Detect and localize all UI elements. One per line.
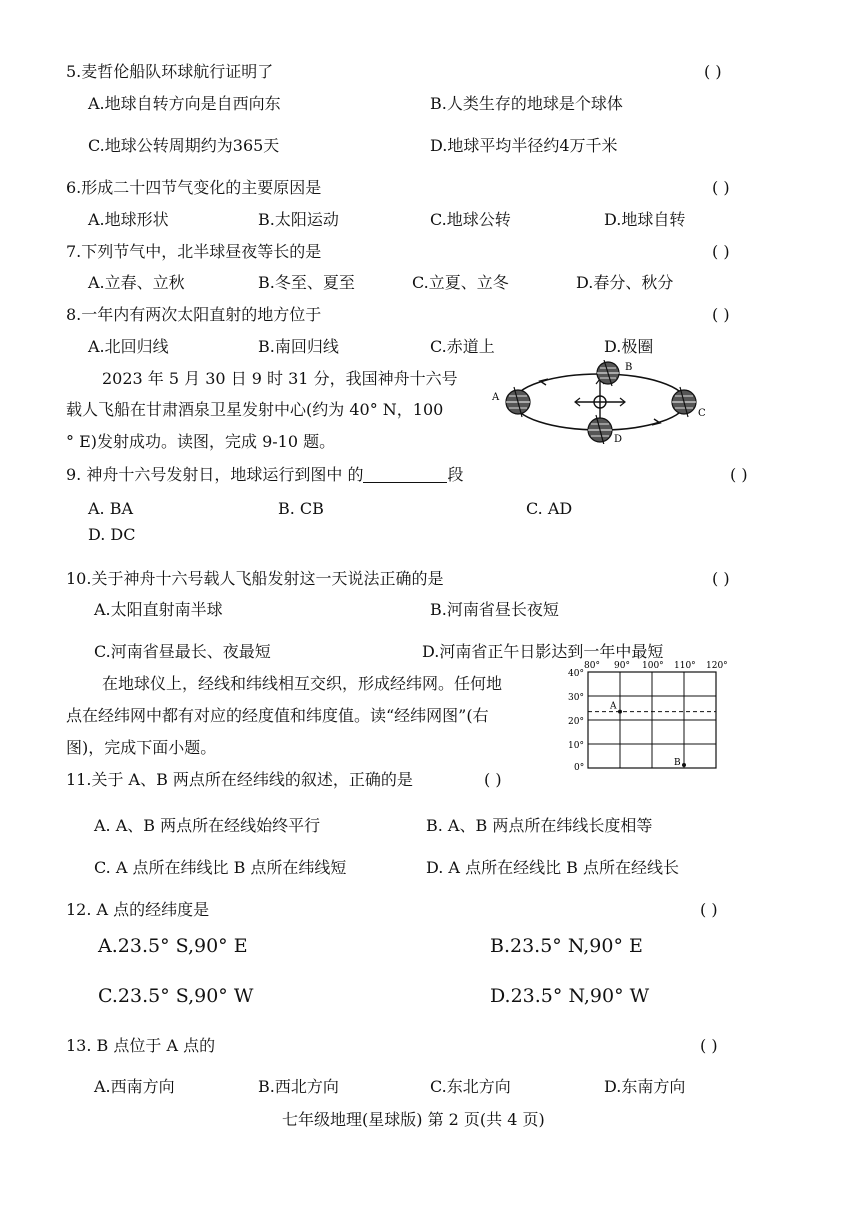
q12-stem: 12. A 点的经纬度是 (66, 900, 210, 919)
lon-label-80: 80° (584, 661, 600, 671)
q7-option-c[interactable]: C.立夏、立冬 (412, 273, 509, 292)
q13-option-d[interactable]: D.东南方向 (604, 1077, 686, 1096)
intro-910-line1: 2023 年 5 月 30 日 9 时 31 分，我国神舟十六号 (102, 369, 458, 388)
q13-stem: 13. B 点位于 A 点的 (66, 1036, 216, 1055)
intro-1113-line3: 图)，完成下面小题。 (66, 738, 217, 757)
orbit-label-a: A (492, 392, 500, 403)
intro-1113-line2: 点在经纬网中都有对应的经度值和纬度值。读“经纬网图”(右 (66, 706, 489, 725)
q9-stem (66, 465, 463, 485)
orbit-arrow-bottom (652, 419, 660, 425)
q7-option-b[interactable]: B.冬至、夏至 (258, 273, 355, 292)
earth-orbit-figure (488, 360, 712, 444)
q6-option-a[interactable]: A.地球形状 (88, 210, 169, 229)
q9-stem-after: 段 (447, 465, 464, 484)
intro-910-line3: ° E)发射成功。读图，完成 9-10 题。 (66, 432, 336, 451)
earth-position-d-icon (588, 415, 612, 444)
q12-option-d[interactable]: D.23.5° N,90° W (490, 985, 650, 1007)
lat-label-0: 0° (574, 763, 585, 772)
q9-fill-blank[interactable] (363, 466, 447, 483)
q11-option-d[interactable]: D. A 点所在经线比 B 点所在经线长 (426, 858, 680, 877)
point-b-label: B (674, 758, 681, 768)
q5-option-b[interactable]: B.人类生存的地球是个球体 (430, 94, 623, 113)
lon-label-100: 100° (642, 661, 664, 671)
q9-stem-before: 9. 神舟十六号发射日，地球运行到图中 的 (66, 465, 364, 484)
q8-answer-bracket[interactable]: ( ) (712, 305, 730, 324)
q12-option-a[interactable]: A.23.5° S,90° E (98, 935, 248, 957)
lon-label-120: 120° (706, 661, 728, 671)
orbit-arrow-top (540, 379, 548, 385)
earth-position-c-icon (672, 387, 696, 417)
q11-answer-bracket[interactable]: ( ) (484, 770, 502, 789)
q11-option-c[interactable]: C. A 点所在纬线比 B 点所在纬线短 (94, 858, 347, 877)
lat-label-10: 10° (568, 741, 584, 751)
q11-option-a[interactable]: A. A、B 两点所在经线始终平行 (94, 816, 321, 835)
q6-answer-bracket[interactable]: ( ) (712, 178, 730, 197)
q13-option-c[interactable]: C.东北方向 (430, 1077, 511, 1096)
q10-answer-bracket[interactable]: ( ) (712, 569, 730, 588)
q9-option-d[interactable]: D. DC (88, 525, 136, 544)
q9-option-c[interactable]: C. AD (526, 499, 573, 518)
intro-1113-line1: 在地球仪上，经线和纬线相互交织，形成经纬网。任何地 (102, 674, 503, 693)
q6-option-d[interactable]: D.地球自转 (604, 210, 686, 229)
q6-stem: 6.形成二十四节气变化的主要原因是 (66, 178, 322, 197)
q5-stem: 5.麦哲伦船队环球航行证明了 (66, 62, 274, 81)
grid-lines (588, 672, 716, 768)
q10-option-b[interactable]: B.河南省昼长夜短 (430, 600, 559, 619)
lat-label-40: 40° (568, 669, 584, 679)
intro-910-line2: 载人飞船在甘肃酒泉卫星发射中心(约为 40° N，100 (66, 400, 444, 419)
q13-option-a[interactable]: A.西南方向 (94, 1077, 175, 1096)
q9-option-b[interactable]: B. CB (278, 499, 324, 518)
q13-answer-bracket[interactable]: ( ) (700, 1036, 718, 1055)
q7-option-a[interactable]: A.立春、立秋 (88, 273, 185, 292)
earth-position-a-icon (506, 387, 530, 417)
q10-option-d[interactable]: D.河南省正午日影达到一年中最短 (422, 642, 664, 661)
orbit-label-c: C (698, 408, 706, 419)
q9-answer-bracket[interactable]: ( ) (730, 465, 748, 484)
q8-stem: 8.一年内有两次太阳直射的地方位于 (66, 305, 322, 324)
q7-stem: 7.下列节气中，北半球昼夜等长的是 (66, 242, 322, 261)
orbit-label-d: D (614, 434, 623, 444)
q8-option-b[interactable]: B.南回归线 (258, 337, 339, 356)
q8-option-a[interactable]: A.北回归线 (88, 337, 169, 356)
q10-option-c[interactable]: C.河南省昼最长、夜最短 (94, 642, 271, 661)
q6-option-b[interactable]: B.太阳运动 (258, 210, 339, 229)
q9-option-a[interactable]: A. BA (88, 499, 134, 518)
lat-label-20: 20° (568, 717, 584, 727)
page-footer: 七年级地理(星球版) 第 2 页(共 4 页) (282, 1110, 545, 1129)
q5-option-c[interactable]: C.地球公转周期约为365天 (88, 136, 280, 155)
lon-label-90: 90° (614, 661, 630, 671)
point-a-marker (618, 710, 622, 714)
q6-option-c[interactable]: C.地球公转 (430, 210, 511, 229)
q5-option-a[interactable]: A.地球自转方向是自西向东 (88, 94, 281, 113)
q7-answer-bracket[interactable]: ( ) (712, 242, 730, 261)
q13-option-b[interactable]: B.西北方向 (258, 1077, 339, 1096)
lat-label-30: 30° (568, 693, 584, 703)
point-a-label: A (610, 701, 617, 712)
point-b-marker (682, 763, 686, 767)
q12-answer-bracket[interactable]: ( ) (700, 900, 718, 919)
q8-option-c[interactable]: C.赤道上 (430, 337, 495, 356)
q12-option-c[interactable]: C.23.5° S,90° W (98, 985, 254, 1007)
q7-option-d[interactable]: D.春分、秋分 (576, 273, 674, 292)
q11-stem: 11.关于 A、B 两点所在经纬线的叙述，正确的是 (66, 770, 413, 789)
q8-option-d[interactable]: D.极圈 (604, 337, 654, 356)
q10-stem: 10.关于神舟十六号载人飞船发射这一天说法正确的是 (66, 569, 444, 588)
q10-option-a[interactable]: A.太阳直射南半球 (94, 600, 223, 619)
lat-lon-grid-figure (560, 658, 750, 772)
orbit-label-b: B (625, 362, 633, 373)
lon-label-110: 110° (674, 661, 696, 671)
q5-option-d[interactable]: D.地球平均半径约4万千米 (430, 136, 618, 155)
q11-option-b[interactable]: B. A、B 两点所在纬线长度相等 (426, 816, 653, 835)
q5-answer-bracket[interactable]: ( ) (704, 62, 722, 81)
q12-option-b[interactable]: B.23.5° N,90° E (490, 935, 643, 957)
